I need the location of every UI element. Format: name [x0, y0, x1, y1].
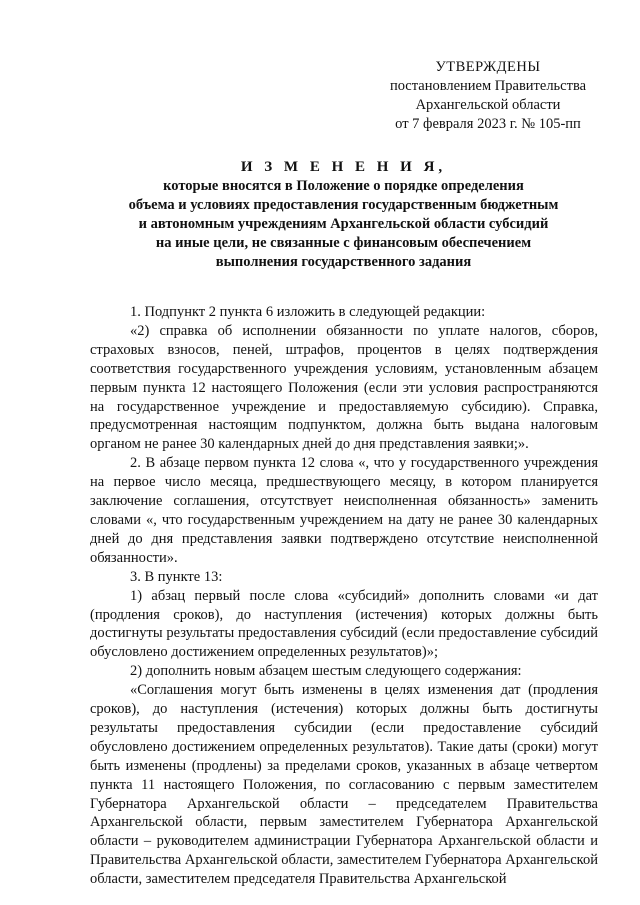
approval-title: УТВЕРЖДЕНЫ [435, 59, 541, 75]
heading-line-3: и автономным учреждениям Архангельской области субсидий [138, 216, 549, 232]
approval-line-2: Архангельской области [415, 97, 561, 113]
heading-title: И З М Е Н Е Н И Я, [240, 159, 447, 175]
paragraph-item-3-sub-1: 1) абзац первый после слова «субсидий» дополнить словами «и дат (продления сроков), до наступления (истечения) которых должны быть достигнуты результаты предоставления субсидий (если предоставление субсидий обусловлено достижением определенных результатов)»; [90, 587, 598, 661]
paragraph-item-2: 2. В абзаце первом пункта 12 слова «, что у государственного учреждения на первое число месяца, предшествующего месяцу, в котором планируется заключение соглашения, отсутствует неисполненная обязанность» заменить словами «, что государственным учреждением на дату не ранее 30 календарных дней до дня представления заявки подтверждено отсутствие неисполненной обязанности». [90, 455, 598, 566]
document-heading [90, 158, 597, 272]
paragraph-item-3-sub-2: 2) дополнить новым абзацем шестым следующего содержания: [130, 663, 522, 680]
paragraph-item-1-text: «2) справка об исполнении обязанности по уплате налогов, сборов, страховых взносов, пеней, штрафов, процентов в целях подтверждения соответствия государственного учреждения условиям, установленным абзацем первым пункта 12 настоящего Положения (если эти условия распространяются на государственное учреждение и предоставляемую субсидию). Справка, предусмотренная настоящим подпунктом, должна быть выдана налоговым органом не ранее 30 календарных дней до дня представления заявки;». [90, 322, 598, 453]
paragraph-item-3-sub-2-text: «Соглашения могут быть изменены в целях изменения дат (продления сроков), до наступления (истечения) которых должны быть достигнуты результаты предоставления субсидии (если предоставление субсидий обусловлено достижением определенных результатов). Такие даты (сроки) могут быть изменены (продлены) за пределами сроков, указанных в абзаце четвертом пункта 11 настоящего Положения, по согласованию с первым заместителем Губернатора Архангельской области – председателем Правительства Архангельской области, первым заместителем Губернатора Архангельской области – руководителем администрации Губернатора Архангельской области и Правительства Архангельской области, заместителем Губернатора Архангельской области, заместителем председателя Правительства Архангельской [90, 682, 598, 888]
heading-line-4: на иные цели, не связанные с финансовым обеспечением [155, 235, 532, 251]
heading-line-5: выполнения государственного задания [215, 254, 472, 270]
approval-block [380, 58, 596, 134]
paragraph-item-1: 1. Подпункт 2 пункта 6 изложить в следующей редакции: [130, 304, 486, 320]
approval-line-1: постановлением Правительства [389, 78, 587, 94]
heading-line-1: которые вносятся в Положение о порядке определения [163, 178, 524, 194]
paragraph-item-3: 3. В пункте 13: [130, 568, 223, 585]
document-body [90, 303, 598, 889]
heading-line-2: объема и условиях предоставления государственным бюджетным [128, 197, 559, 213]
approval-line-3: от 7 февраля 2023 г. № 105-пп [395, 116, 581, 132]
